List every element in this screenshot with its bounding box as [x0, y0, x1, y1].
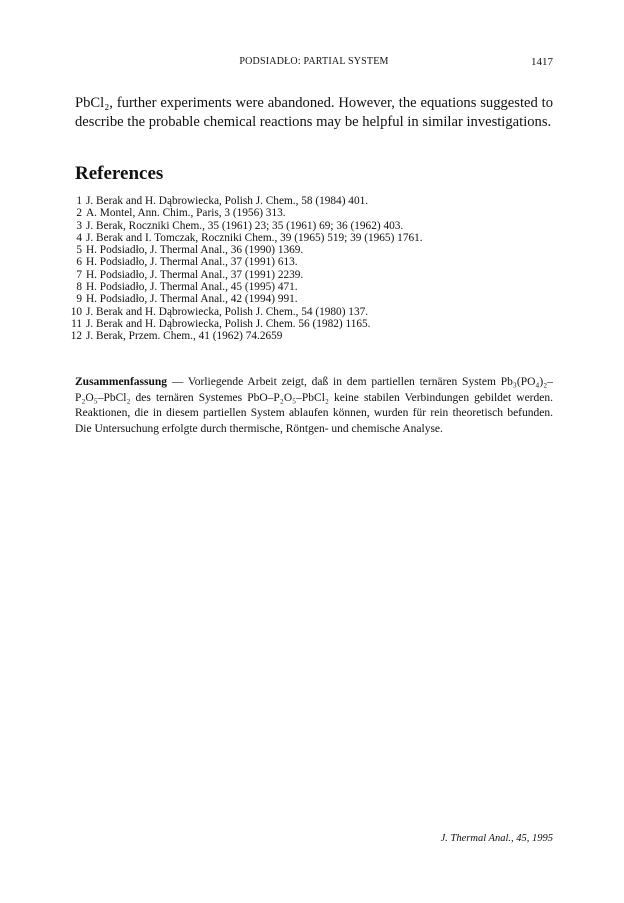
intro-paragraph: PbCl₂, further experiments were abandoned. However, the equations suggested to describe the probable chemical reactions may be helpful in similar investigations. [75, 95, 553, 130]
zusammenfassung-text: — Vorliegende Arbeit zeigt, daß in dem partiellen ternären System Pb₃(PO₄)₂–P₂O₅–PbCl₂ des ternären Systemes PbO–P₂O₅–PbCl₂ keine stabilen Verbindungen gebildet werden. Reaktionen, die in diesem partiellen System ablaufen können, wurden für rein theoretisch befunden. Die Untersuchung erfolgte durch thermische, Röntgen- und chemische Analyse. [75, 376, 553, 435]
reference-text: J. Berak, Roczniki Chem., 35 (1961) 23; 35 (1961) 69; 36 (1962) 403. [86, 219, 404, 232]
reference-item [75, 195, 553, 207]
zusammenfassung-label: Zusammenfassung [75, 376, 168, 388]
reference-item [75, 232, 553, 244]
reference-number: 7 [76, 268, 82, 281]
reference-text: H. Podsiadło, J. Thermal Anal., 36 (1990) 1369. [86, 244, 304, 257]
reference-number: 3 [76, 219, 82, 232]
reference-number: 5 [76, 244, 82, 257]
reference-item [71, 317, 553, 330]
reference-item [75, 281, 553, 293]
reference-text: J. Berak and H. Dąbrowiecka, Polish J. Chem., 58 (1984) 401. [86, 195, 369, 207]
reference-item [70, 330, 553, 343]
reference-number: 1 [76, 195, 82, 207]
reference-item [75, 220, 553, 232]
reference-number: 12 [70, 330, 82, 343]
zusammenfassung-paragraph [75, 375, 553, 437]
reference-item [75, 256, 553, 268]
footer-citation: J. Thermal Anal., 45, 1995 [440, 833, 553, 844]
reference-item [75, 293, 553, 305]
reference-item [75, 244, 553, 256]
reference-number: 9 [76, 293, 82, 306]
reference-number: 10 [70, 305, 82, 318]
reference-text: H. Podsiadło, J. Thermal Anal., 42 (1994) 991. [86, 293, 298, 306]
reference-text: J. Berak and I. Tomczak, Roczniki Chem., 39 (1965) 519; 39 (1965) 1761. [86, 231, 423, 244]
references-list [70, 195, 553, 343]
reference-text: J. Berak and H. Dąbrowiecka, Polish J. Chem. 56 (1982) 1165. [86, 317, 371, 330]
reference-text: J. Berak, Przem. Chem., 41 (1962) 74.2659 [86, 330, 283, 343]
page-number: 1417 [531, 56, 553, 68]
reference-text: J. Berak and H. Dąbrowiecka, Polish J. Chem., 54 (1980) 137. [86, 305, 369, 318]
reference-number: 6 [76, 256, 82, 269]
running-title: PODSIADŁO: PARTIAL SYSTEM [239, 56, 389, 67]
reference-number: 11 [71, 317, 82, 330]
reference-text: H. Podsiadło, J. Thermal Anal., 37 (1991) 2239. [86, 268, 304, 281]
reference-item [75, 269, 553, 281]
reference-item [75, 207, 553, 219]
running-head [75, 55, 553, 69]
reference-text: H. Podsiadło, J. Thermal Anal., 45 (1995) 471. [86, 281, 298, 294]
reference-number: 2 [76, 207, 82, 220]
reference-number: 8 [76, 281, 82, 294]
reference-number: 4 [76, 231, 82, 244]
reference-text: H. Podsiadło, J. Thermal Anal., 37 (1991) 613. [86, 256, 298, 269]
references-heading: References [75, 163, 164, 184]
reference-text: A. Montel, Ann. Chim., Paris, 3 (1956) 313. [86, 207, 286, 220]
reference-item [70, 305, 553, 318]
